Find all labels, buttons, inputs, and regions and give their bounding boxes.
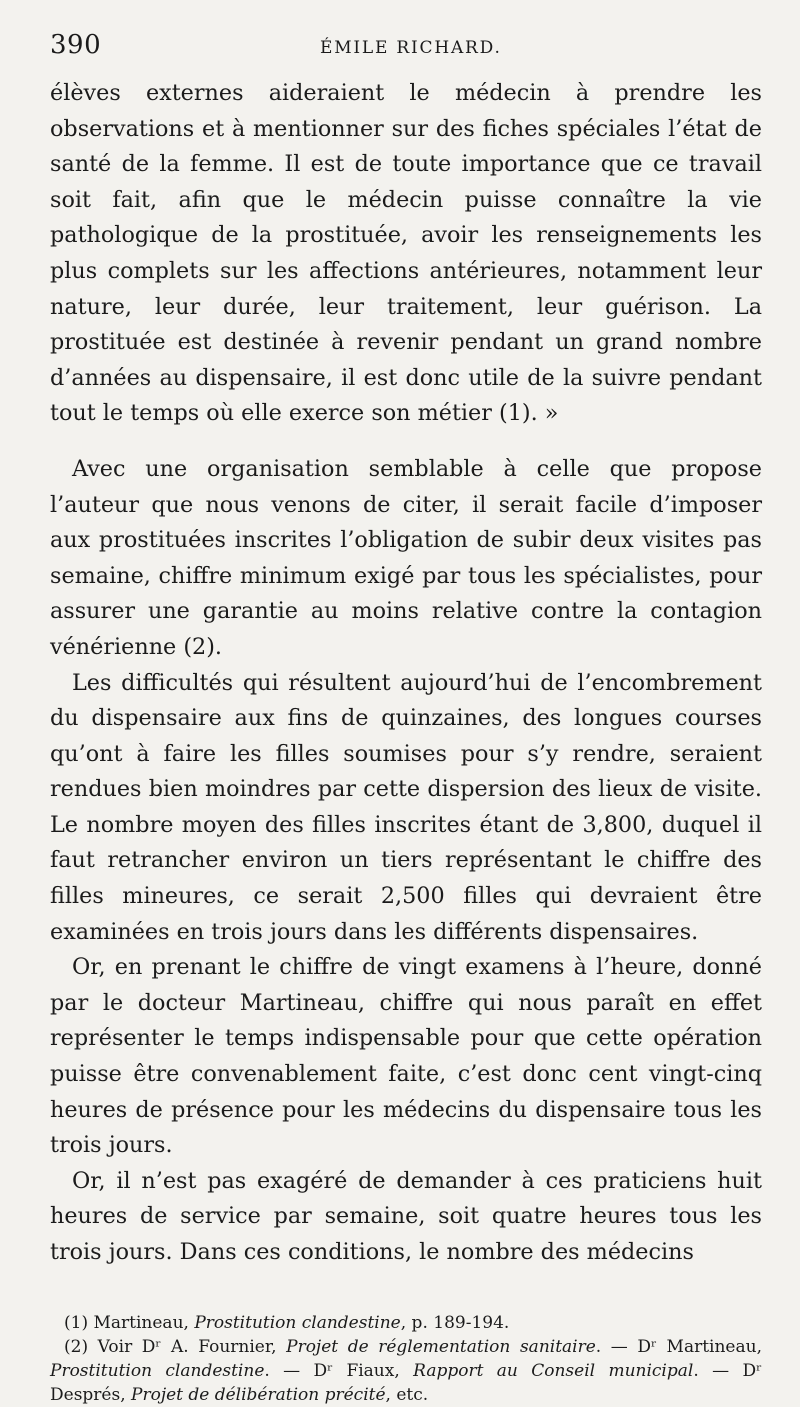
running-title: ÉMILE RICHARD.: [320, 38, 502, 58]
footnote-2-sep-1: . — Dʳ Martineau,: [595, 1336, 762, 1357]
paragraph: Or, en prenant le chiffre de vingt examens à l’heure, donné par le docteur Martineau, chiffre qui nous paraît en effet représenter le temps indispensable pour que cette opération puisse être convenablement faite, c’est donc cent vingt-cinq heures de présence pour les médecins du dispensaire tous les trois jours.: [50, 954, 762, 1159]
footnote-2-rest: , etc.: [385, 1384, 429, 1405]
footnote-2-title-3: Rapport au Conseil municipal: [413, 1360, 694, 1381]
footnote-1-title: Prostitution clandestine: [194, 1312, 401, 1333]
footnote-2-title-2: Prostitution clandestine: [50, 1360, 265, 1381]
footnote-2-sep-2: . — Dʳ Fiaux,: [264, 1360, 414, 1381]
paragraph-continuation: élèves externes aideraient le médecin à prendre les observations et à mentionner sur des fiches spéciales l’état de santé de la femme. Il est de toute importance que ce travail soit fait, afin que le médecin puisse connaître la vie pathologique de la prostituée, avoir les renseignements les plus complets sur les affections antérieures, notamment leur nature, leur durée, leur traitement, leur guérison. La prostituée est destinée à revenir pendant un grand nombre d’années au dispensaire, il est donc utile de la suivre pendant tout le temps où elle exerce son métier (1). »: [50, 80, 762, 427]
footnote-1-rest: , p. 189-194.: [400, 1312, 510, 1333]
footnotes: [50, 1311, 762, 1407]
paragraph: Or, il n’est pas exagéré de demander à ces praticiens huit heures de service par semaine, soit quatre heures tous les trois jours. Dans ces conditions, le nombre des médecins: [50, 1167, 762, 1265]
paragraph: Les difficultés qui résultent aujourd’hui de l’encombrement du dispensaire aux fins de quinzaines, des longues courses qu’ont à faire les filles soumises pour s’y rendre, seraient rendues bien moindres par cette dispersion des lieux de visite. Le nombre moyen des filles inscrites étant de 3,800, duquel il faut retrancher environ un tiers représentant le chiffre des filles mineures, ce serait 2,500 filles qui devraient être examinées en trois jours dans les différents dispensaires.: [50, 669, 762, 945]
body-text: [50, 76, 762, 1271]
footnote-2: [50, 1335, 762, 1407]
footnote-2-title-1: Projet de réglementation sanitaire: [286, 1336, 596, 1357]
page-number: 390: [50, 30, 102, 60]
running-head: [50, 30, 762, 74]
footnote-2-sep-3: . — Dʳ Després,: [50, 1360, 763, 1405]
footnote-2-mark: (2) Voir Dʳ A. Fournier,: [64, 1336, 287, 1357]
footnote-2-title-4: Projet de délibération précité: [131, 1384, 386, 1405]
paragraph: Avec une organisation semblable à celle que propose l’auteur que nous venons de citer, il serait facile d’imposer aux prostituées inscrites l’obligation de subir deux visites pas semaine, chiffre minimum exigé par tous les spécialistes, pour assurer une garantie au moins relative contre la contagion vénérienne (2).: [50, 455, 762, 660]
footnote-1-mark: (1) Martineau,: [64, 1312, 195, 1333]
footnote-1: [50, 1311, 762, 1335]
